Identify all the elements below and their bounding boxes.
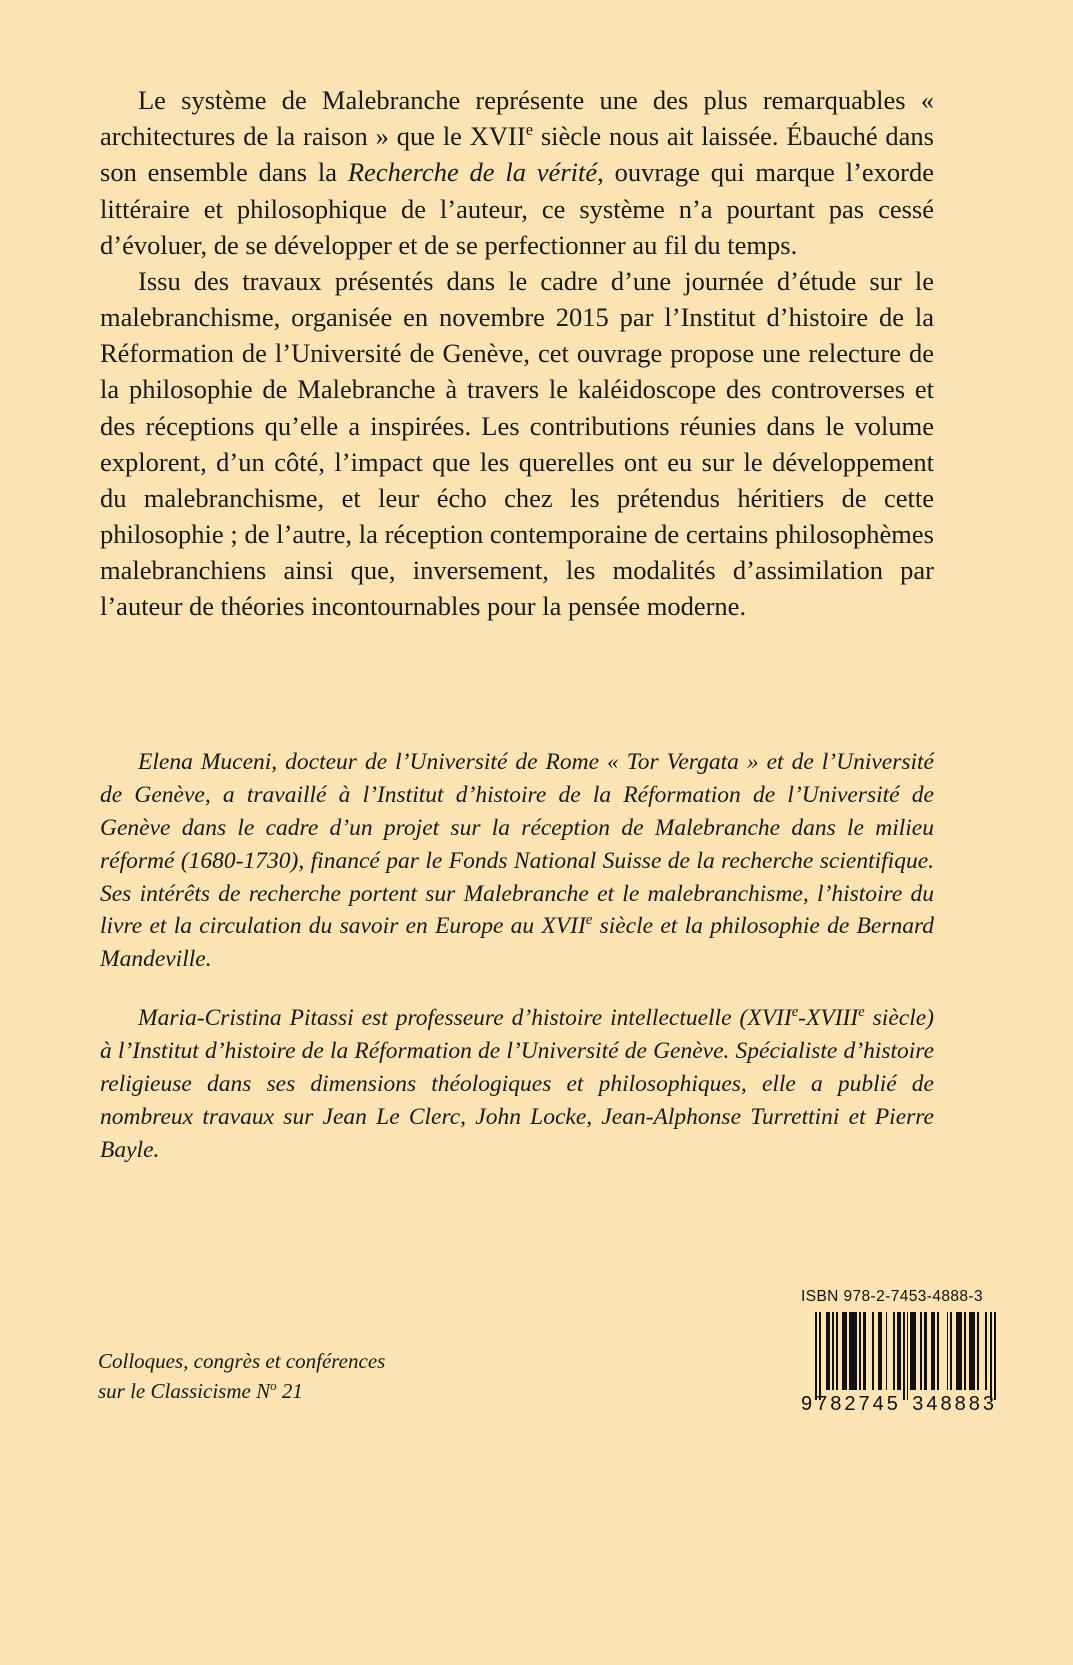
barcode (801, 1312, 997, 1416)
blurb-section (100, 82, 934, 625)
barcode-lead-digit: 9 (801, 1393, 814, 1415)
series-info: Colloques, congrès et conférences sur le Classicisme $N^o$ 21 (98, 1349, 386, 1404)
blurb-paragraph-2: Issu des travaux présentés dans le cadre d’une journée d’étude sur le malebranchisme, organisée en novembre 2015 par l’Institut d’histoire de la Réformation de l’Université de Genève, cet ouvrage propose une relecture de la philosophie de Malebranche à travers le kaléidoscope des controverses et des réceptions qu’elle a inspirées. Les contributions réunies dans le volume explorent, d’un côté, l’impact que les querelles ont eu sur le développement du malebranchisme, et leur écho chez les prétendus héritiers de cette philosophie ; de l’autre, la réception contemporaine de certains philosophèmes malebranchiens ainsi que, inversement, les modalités d’assimilation par l’auteur de théories incontournables pour la pensée moderne. (100, 265, 934, 622)
author-bio-muceni: Elena Muceni, docteur de l’Université de Rome « Tor Vergata » et de l’Université de Genève, a travaillé à l’Institut d’histoire de la Réformation de l’Université de Genève dans le cadre d’un projet sur la réception de Malebranche dans le milieu réformé (1680-1730), financé par le Fonds National Suisse de la recherche scientifique. Ses intérêts de recherche portent sur Malebranche et le malebranchisme, l’histoire du livre et la circulation du savoir en Europe au XVIIe siècle et la philosophie de Bernard Mandeville. (100, 749, 934, 973)
isbn-label: ISBN 978-2-7453-4888-3 (801, 1288, 983, 1305)
author-bios-section (100, 746, 934, 1167)
isbn-block (801, 1288, 1001, 1416)
blurb-paragraph-1: Le système de Malebranche représente une des plus remarquables « architectures de la raison » que le XVIIe siècle nous ait laissée. Ébauché dans son ensemble dans la Recherche de la vérité, ouvrage qui marque l’exorde littéraire et philosophique de l’auteur, ce système n’a pourtant pas cessé d’évoluer, de se développer et de se perfectionner au fil du temps. (100, 85, 934, 260)
barcode-number (801, 1390, 997, 1416)
barcode-bars (815, 1312, 997, 1400)
barcode-group-left: 782745 (816, 1393, 901, 1415)
barcode-group-right: 348883 (912, 1393, 997, 1415)
author-bio-pitassi: Maria-Cristina Pitassi est professeure d’histoire intellectuelle (XVIIe-XVIIIe siècle) à l’Institut d’histoire de la Réformation de l’Université de Genève. Spécialiste d’histoire religieuse dans ses dimensions théologiques et philosophiques, elle a publié de nombreux travaux sur Jean Le Clerc, John Locke, Jean-Alphonse Turrettini et Pierre Bayle. (100, 1004, 934, 1163)
